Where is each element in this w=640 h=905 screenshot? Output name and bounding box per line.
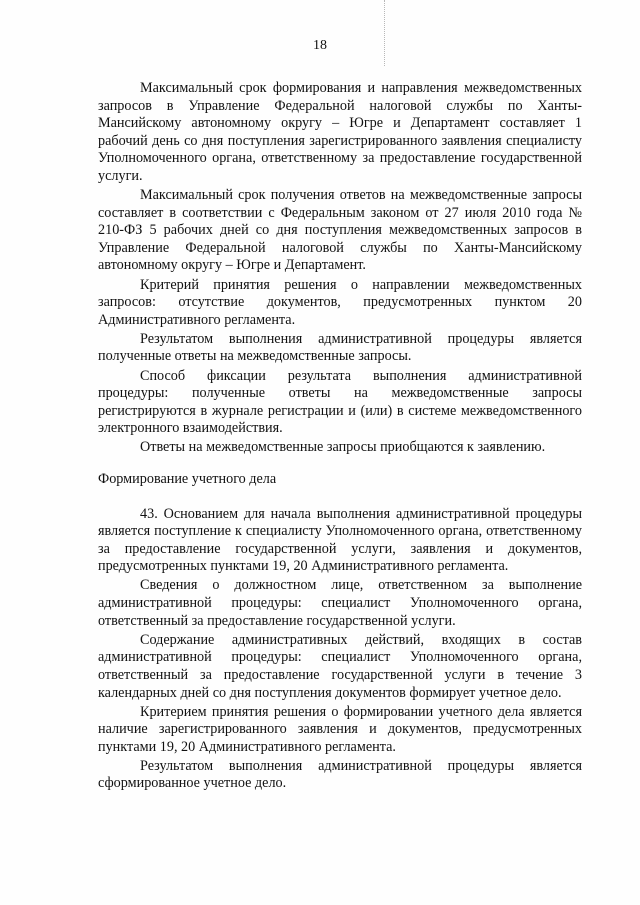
paragraph: Ответы на межведомственные запросы приобщаются к заявлению. [140,439,546,456]
section-title: Формирование учетного дела [98,470,277,487]
document-body [98,80,582,795]
paragraph: Критерием принятия решения о формировании учетного дела является наличие зарегистрированного заявления и документов, предусмотренных пунктами 19, 20 Административного регламента. [98,703,582,755]
paragraph: 43. Основанием для начала выполнения административной процедуры является поступление к специалисту Уполномоченного органа, ответственному за предоставление государственной услуги, заявления и документов, предусмотренных пунктами 19, 20 Административного регламента. [98,505,582,575]
paragraph: Содержание административных действий, входящих в состав административной процедуры: специалист Уполномоченного органа, ответственный за предоставление государственной услуги в течение 3 календарных дней со дня поступления документов формирует учетное дело. [98,631,582,701]
fold-line [384,0,385,66]
page-number: 18 [313,38,327,53]
paragraph: Максимальный срок формирования и направления межведомственных запросов в Управление Федеральной налоговой службы по Ханты-Мансийскому автономному округу – Югре и Департамент составляет 1 рабочий день со дня поступления зарегистрированного заявления специалисту Уполномоченного органа, ответственному за предоставление государственной услуги. [98,80,582,184]
paragraph: Результатом выполнения административной процедуры является полученные ответы на межведомственные запросы. [98,330,582,365]
paragraph: Результатом выполнения административной процедуры является сформированное учетное дело. [98,757,582,792]
paragraph: Способ фиксации результата выполнения административной процедуры: полученные ответы на межведомственные запросы регистрируются в журнале регистрации и (или) в системе межведомственного электронного взаимодействия. [98,367,582,437]
paragraph: Критерий принятия решения о направлении межведомственных запросов: отсутствие документов, предусмотренных пунктом 20 Административного регламента. [98,276,582,328]
paragraph: Сведения о должностном лице, ответственном за выполнение административной процедуры: специалист Уполномоченного органа, ответственный за предоставление государственной услуги. [98,577,582,629]
paragraph: Максимальный срок получения ответов на межведомственные запросы составляет в соответствии с Федеральным законом от 27 июля 2010 года № 210-ФЗ 5 рабочих дней со дня поступления межведомственных запросов в Управление Федеральной налоговой службы по Ханты-Мансийскому автономному округу – Югре и Департамент. [98,187,582,274]
